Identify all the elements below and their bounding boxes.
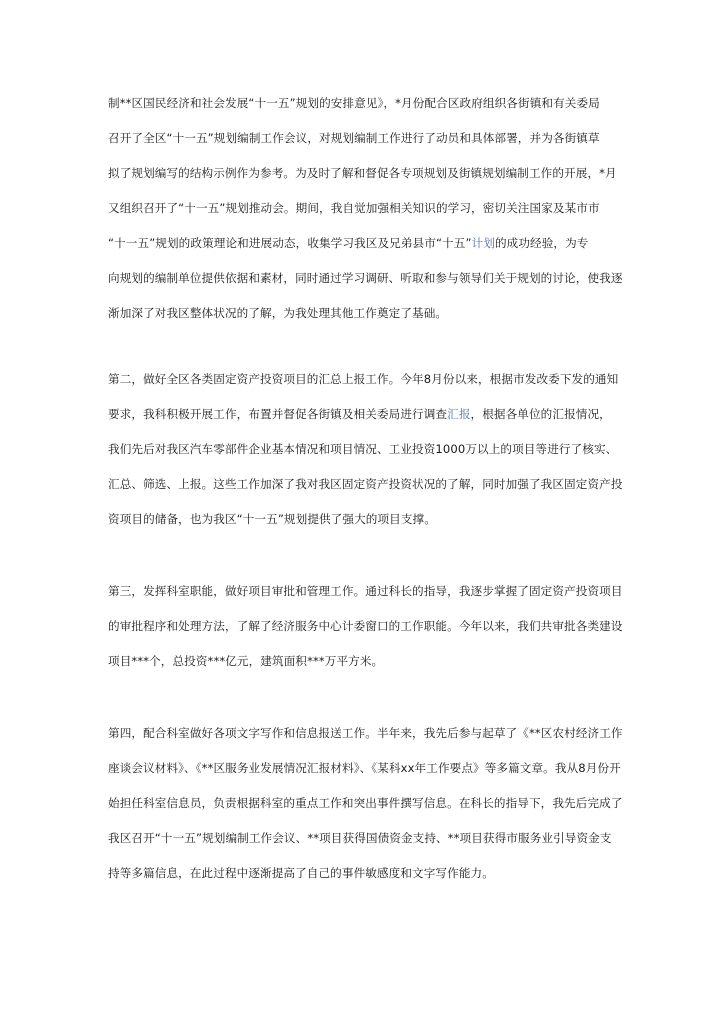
text-line: 第二，做好全区各类固定资产投资项目的汇总上报工作。今年8月份以来，根据市发改委下发的通知 <box>108 372 619 386</box>
text-line: 我们先后对我区汽车零部件企业基本情况和项目情况、工业投资1000万以上的项目等进行了核实、 <box>108 442 618 456</box>
text-line: 第四，配合科室做好各项文字写作和信息报送工作。半年来，我先后参与起草了《**区农村经济工作 <box>108 726 623 740</box>
text-line <box>108 397 628 432</box>
paragraph-fourth-writing-work <box>108 716 628 891</box>
link-report[interactable]: 汇报 <box>447 407 471 421</box>
text-line: 始担任科室信息员，负责根据科室的重点工作和突出事件撰写信息。在科长的指导下，我先后完成了 <box>108 796 623 810</box>
text-line: 项目***个，总投资***亿元，建筑面积***万平方米。 <box>108 654 384 668</box>
text-line: 持等多篇信息，在此过程中逐渐提高了自己的事件敏感度和文字写作能力。 <box>108 866 494 880</box>
text-line: 座谈会议材料》、《**区服务业发展情况汇报材料》、《某科xx年工作要点》等多篇文章。我从8月份开 <box>108 761 621 775</box>
text-segment: “十一五”规划的政策理论和进展动态，收集学习我区及兄弟县市“十五” <box>108 236 472 250</box>
paragraph-third-project-approval <box>108 574 628 679</box>
text-line: 召开了全区“十一五”规划编制工作会议，对规划编制工作进行了动员和具体部署，并为各街镇草 <box>108 131 600 145</box>
text-line: 资项目的储备，也为我区“十一五”规划提供了强大的项目支撑。 <box>108 512 436 526</box>
text-segment: ，根据各单位的汇报情况， <box>470 407 611 421</box>
text-line: 拟了规划编写的结构示例作为参考。为及时了解和督促各专项规划及街镇规划编制工作的开展，*月 <box>108 166 617 180</box>
text-segment: 要求，我科积极开展工作，布置并督促各街镇及相关委局进行调查 <box>108 407 448 421</box>
text-line: 第三，发挥科室职能，做好项目审批和管理工作。通过科长的指导，我逐步掌握了固定资产投资项目 <box>108 584 623 598</box>
text-line: 汇总、筛选、上报。这些工作加深了我对我区固定资产投资状况的了解，同时加强了我区固定资产投 <box>108 477 623 491</box>
link-plan[interactable]: 计划 <box>471 236 495 250</box>
text-line: 又组织召开了“十一五”规划推动会。期间，我自觉加强相关知识的学习，密切关注国家及某市市 <box>108 201 600 215</box>
text-line: 向规划的编制单位提供依据和素材，同时通过学习调研、听取和参与领导们关于规划的讨论，使我逐 <box>108 271 623 285</box>
text-line: 制**区国民经济和社会发展“十一五”规划的安排意见》，*月份配合区政府组织各街镇和有关委局 <box>108 96 600 110</box>
text-line: 我区召开“十一五”规划编制工作会议、**项目获得国债资金支持、**项目获得市服务业引导资金支 <box>108 831 612 845</box>
paragraph-second-investment-report <box>108 362 628 537</box>
text-line: 渐加深了对我区整体状况的了解，为我处理其他工作奠定了基础。 <box>108 306 448 320</box>
text-line <box>108 226 628 261</box>
paragraph-planning-work <box>108 86 628 331</box>
text-segment: 的成功经验，为专 <box>494 236 589 250</box>
text-line: 的审批程序和处理方法，了解了经济服务中心计委窗口的工作职能。今年以来，我们共审批各类建设 <box>108 619 623 633</box>
